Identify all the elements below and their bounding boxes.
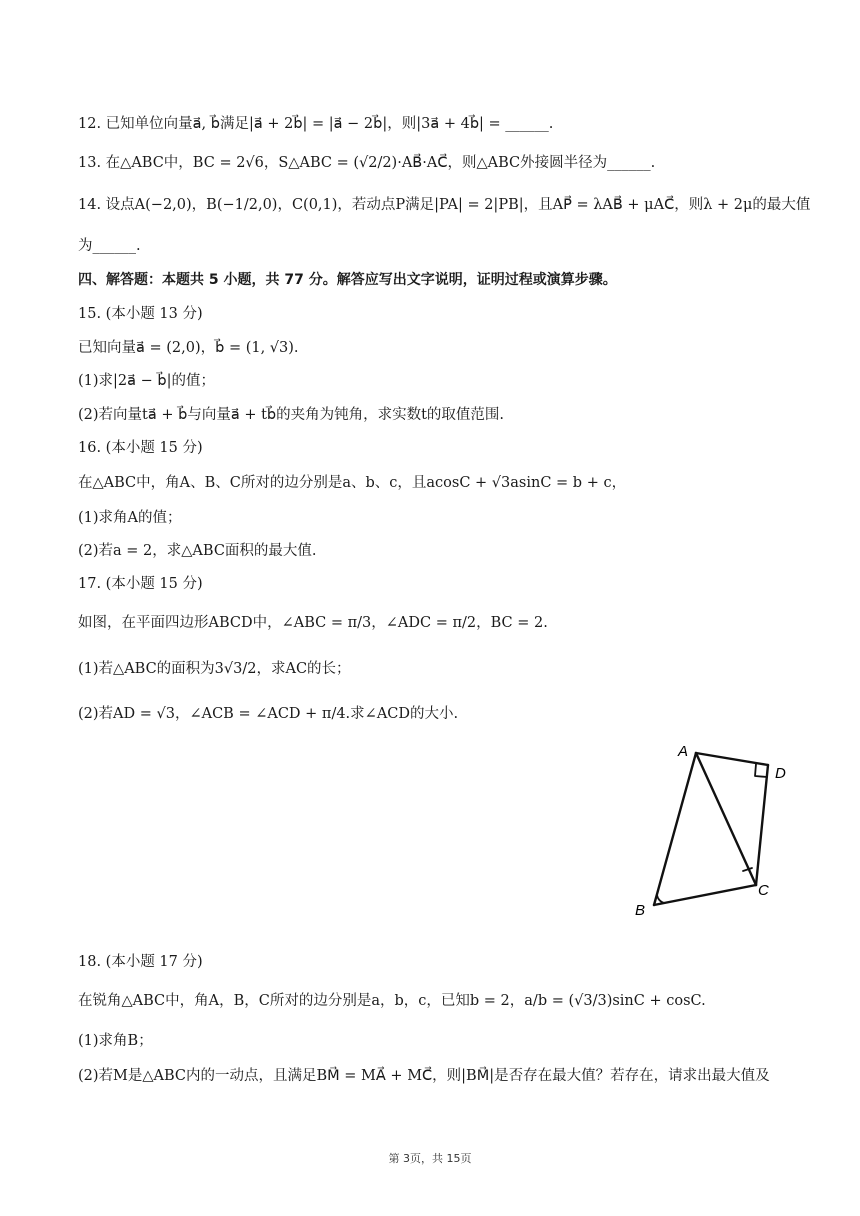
question-16-stem: 在△ABC中，角A、B、C所对的边分别是a、b、c，且acosC + √3asinC = b + c， [78, 475, 627, 491]
angle-arc-b [657, 895, 664, 903]
question-15-part1: (1)求|2a⃗ − b⃗|的值； [78, 373, 215, 389]
question-17-stem: 如图，在平面四边形ABCD中，∠ABC = π/3，∠ADC = π/2，BC = 2. [78, 615, 548, 631]
right-angle-mark [755, 764, 767, 777]
label-a: A [678, 743, 689, 760]
diagonal-ac [696, 753, 756, 885]
question-15-title: 15. (本小题 13 分) [78, 306, 203, 322]
quadrilateral-figure [630, 735, 790, 920]
question-16-part1: (1)求角A的值； [78, 510, 182, 526]
question-16-title: 16. (本小题 15 分) [78, 440, 203, 456]
question-15-stem: 已知向量a⃗ = (2,0)，b⃗ = (1, √3). [78, 340, 299, 356]
question-18-part2: (2)若M是△ABC内的一动点，且满足BM⃗ = MA⃗ + MC⃗，则|BM⃗|是否存在最大值？若存在，请求出最大值及 [78, 1068, 770, 1084]
question-16-part2: (2)若a = 2，求△ABC面积的最大值. [78, 543, 317, 559]
label-b: B [635, 902, 646, 919]
question-14: 14. 设点A(−2,0)，B(−1/2,0)，C(0,1)，若动点P满足|PA| = 2|PB|，且AP⃗ = λAB⃗ + μAC⃗，则λ + 2μ的最大值 [78, 197, 811, 213]
question-17-part1: (1)若△ABC的面积为3√3/2，求AC的长； [78, 661, 351, 677]
question-18-title: 18. (本小题 17 分) [78, 954, 203, 970]
question-18-stem: 在锐角△ABC中，角A，B，C所对的边分别是a，b，c，已知b = 2，a/b = (√3/3)sinC + cosC. [78, 993, 706, 1009]
question-17-part2: (2)若AD = √3，∠ACB = ∠ACD + π/4.求∠ACD的大小. [78, 706, 459, 722]
question-18-part1: (1)求角B； [78, 1033, 153, 1049]
question-12: 12. 已知单位向量a⃗, b⃗满足|a⃗ + 2b⃗| = |a⃗ − 2b⃗|，则|3a⃗ + 4b⃗| = ______. [78, 116, 554, 132]
page-footer: 第 3页，共 15页 [388, 1152, 472, 1165]
label-c: C [758, 882, 769, 899]
question-17-title: 17. (本小题 15 分) [78, 576, 203, 592]
question-14-cont: 为______. [78, 238, 141, 254]
edge-dc [756, 765, 768, 885]
edge-ad [696, 753, 768, 765]
edge-bc [654, 885, 756, 905]
edge-ab [654, 753, 696, 905]
question-13: 13. 在△ABC中，BC = 2√6，S△ABC = (√2/2)·AB⃗·AC⃗，则△ABC外接圆半径为______. [78, 155, 656, 171]
question-15-part2: (2)若向量ta⃗ + b⃗与向量a⃗ + tb⃗的夹角为钝角，求实数t的取值范围. [78, 407, 505, 423]
section-heading: 四、解答题：本题共 5 小题，共 77 分。解答应写出文字说明，证明过程或演算步骤。 [78, 272, 617, 288]
label-d: D [775, 765, 786, 782]
